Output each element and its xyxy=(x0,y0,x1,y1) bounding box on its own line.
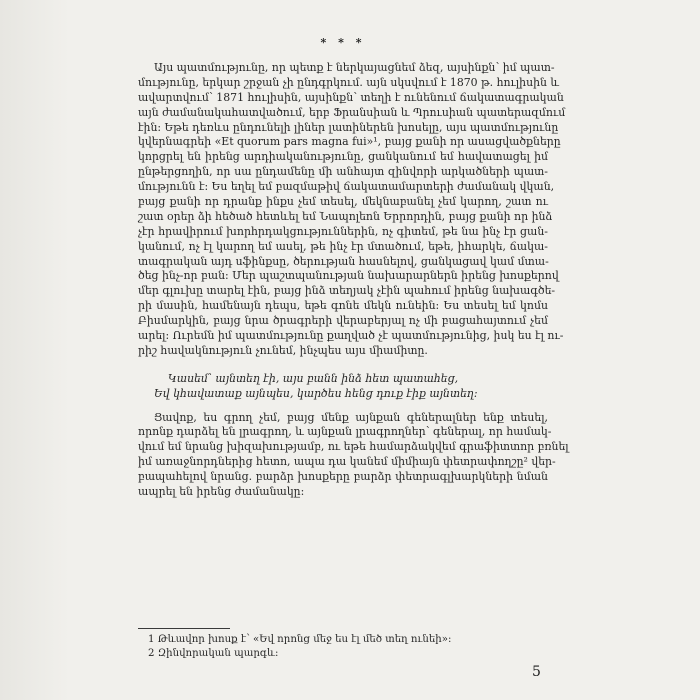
page-gutter-shadow xyxy=(0,0,70,700)
paragraph-line: բապահելով նրանց. բարձր խոսքերը բարձր փետրագլխարկների նման xyxy=(138,470,548,484)
page-number: 5 xyxy=(532,664,541,680)
paragraph-line: արել: Ուրեմն իմ պատմությունը քաղված չէ պատմությունից, իսկ ես էլ ու- xyxy=(138,329,564,343)
paragraph-line: մությունն է: Ես եղել եմ բազմաթիվ ճակատամարտերի ժամանակ վկան, xyxy=(138,180,555,194)
paragraph-line: վում եմ նրանց խիզախությամբ, ու եթե համարձակվեմ գրաֆիտտոր բռնել xyxy=(138,440,569,454)
paragraph-line: որոնք դարձել են լրագրող, և այնքան լրագրողներ՝ գեներալ, որ համակ- xyxy=(138,425,552,439)
paragraph-line: Այս պատմությունը, որ պետք է ներկայացնեմ ձեզ, այսինքն՝ իմ պատ- xyxy=(154,61,555,74)
paragraph-line: Ցավոք, ես գրող չեմ, բայց մենք այնքան գեներալներ ենք տեսել, xyxy=(154,410,548,424)
body-text xyxy=(138,36,569,500)
paragraph-line: ընթերցողին, որ սա ընդամենը մի անհայտ զինվորի արկածների պատ- xyxy=(138,165,548,179)
paragraph-line: չէր հրավիրում խորհրդակցություններին, ոչ գիտեմ, թե նա ինչ էր ցան- xyxy=(138,224,548,238)
paragraph-line: կանում, ոչ էլ կարող եմ ասել, թե ինչ էր մտածում, եթե, իհարկե, ճակա- xyxy=(138,239,548,253)
paragraph-line: այն ժամանակահատվածում, երբ Ֆրանսիան և Պրուսիան պատերազմում xyxy=(138,105,566,119)
paragraph-line: շատ օրեր ձի հեծած հետևել եմ Նապոլեոն Երրորդին, բայց քանի որ ինձ xyxy=(138,209,553,223)
section-marker: * * * xyxy=(320,36,366,49)
paragraph-line: իմ առաջնորդներից հետո, ապա դա կանեմ միմիայն փետրափողշը² վեր- xyxy=(138,455,556,469)
poem-quote xyxy=(138,371,548,401)
paragraph-line: ապրել են իրենց ժամանակը: xyxy=(138,485,305,499)
paragraph-line: րիշ հավակնություն չունեմ, ինչպես այս միամիտը. xyxy=(138,343,428,357)
paragraph-line: մությունը, երկար շրջան չի ընդգրկում. այն սկսվում է 1870 թ. հուլիսին և xyxy=(138,75,559,89)
paragraph-line: էին: Եթե դեռևս ընդունելի լիներ լատիներեն խոսելը, այս պատմությունը xyxy=(138,120,559,134)
paragraph-line: բայց քանի որ դրանք ինքս չեմ տեսել, մեկնաբանել չեմ կարող, շատ ու xyxy=(138,195,548,209)
paragraph-2 xyxy=(138,410,569,500)
poem-line: Եվ կհավատաք այնպես, կարծես հենց դուք էիք այնտեղ: xyxy=(154,386,478,400)
paragraph-line: կորցրել են իրենց արդիականությունը, ցանկանում եմ հավատացել իմ xyxy=(138,150,548,164)
paragraph-line: ծեց ինչ-որ բան: Մեր պաշտպանության նախարարներն իրենց խոսքերով xyxy=(138,269,559,283)
footnote-rule xyxy=(138,628,230,629)
paragraph-line: մեր գլուխը տարել էին, բայց ինձ տեղյակ չէին պահում իրենց նախագծե- xyxy=(138,284,556,298)
paragraph-line: րի մասին, համենայն դեպս, եթե գոնե մեկն ունեին: Ես տեսել եմ կոմս xyxy=(138,299,548,313)
paragraph-line: Բիսմարկին, բայց նրա ծրագրերի վերաբերյալ ոչ մի բացահայտում չեմ xyxy=(138,314,548,328)
paragraph-line: տագրական այդ սֆինքսը, ծերության հասնելով, ցանկացավ կամ մտա- xyxy=(138,254,549,268)
paragraph-1 xyxy=(138,61,566,359)
footnote-1: 1 Թևավոր խոսք է՝ «Եվ որոնց մեջ ես էլ մեծ տեղ ունեի»: xyxy=(148,634,452,645)
poem-line: Կասեմ՝ այնտեղ էի, այս բանն ինձ հետ պատահեց, xyxy=(168,371,459,385)
paragraph-line: կվերնագրեի «Et quorum pars magna fui»¹, բայց քանի որ ասացվածքները xyxy=(138,135,561,149)
footnote-2: 2 Զինվորական պարգև: xyxy=(148,648,279,659)
paragraph-line: ավարտվում՝ 1871 հուլիսին, այսինքն՝ տեղի է ունենում ճակատագրական xyxy=(138,90,564,104)
footnotes xyxy=(138,628,548,661)
